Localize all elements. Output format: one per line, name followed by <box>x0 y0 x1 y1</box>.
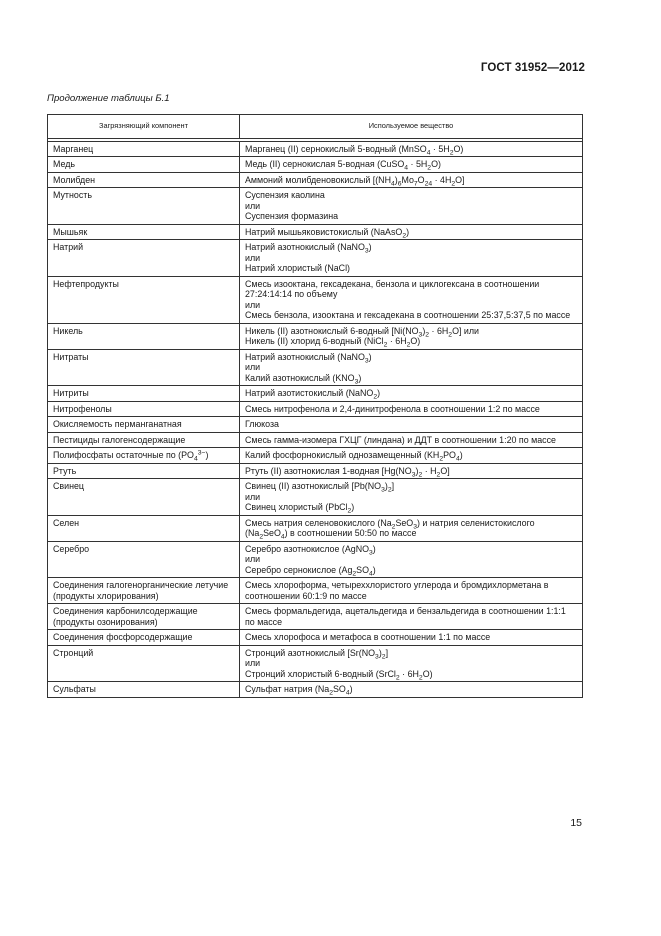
table-row <box>48 172 583 188</box>
component-cell: Нитриты <box>48 386 240 402</box>
component-cell: Свинец <box>48 479 240 516</box>
substance-cell: Глюкоза <box>240 417 583 433</box>
substance-cell: Натрий азотнокислый (NaNO$_3$) или Калий азотнокислый $(KNO_3)$ <box>240 349 583 386</box>
substance-cell: Медь (II) сернокислая 5-водная (CuSO$_4$ · $5H_2O$) <box>240 157 583 173</box>
substance-cell: Натрий мышьяковистокислый (NaAsO$_2$) <box>240 224 583 240</box>
table-row <box>48 276 583 323</box>
component-cell: Никель <box>48 323 240 349</box>
table-row <box>48 604 583 630</box>
component-cell: Пестициды галогенсодержащие <box>48 432 240 448</box>
substance-cell: Сульфат натрия $(Na_2SO_4)$ <box>240 682 583 698</box>
component-cell: Окисляемость перманганатная <box>48 417 240 433</box>
component-cell: Нитраты <box>48 349 240 386</box>
table-row <box>48 479 583 516</box>
component-cell: Мышьяк <box>48 224 240 240</box>
substance-cell: Смесь изооктана, гексадекана, бензола и циклогексана в соотношении 27:24:14:14 по объему или Смесь бензола, изооктана и гексадекана в соотношении 25:37,5:37,5 по массе <box>240 276 583 323</box>
component-cell: Ртуть <box>48 463 240 479</box>
table-row <box>48 188 583 225</box>
table-row <box>48 645 583 682</box>
substance-cell: Смесь хлороформа, четыреххлористого углерода и бромдихлорметана в соотношении 60:1:9 по массе <box>240 578 583 604</box>
component-cell: Серебро <box>48 541 240 578</box>
component-cell: Марганец <box>48 141 240 157</box>
substance-cell: Смесь формальдегида, ацетальдегида и бензальдегида в соотношении 1:1:1 по массе <box>240 604 583 630</box>
table-continuation-caption: Продолжение таблицы Б.1 <box>47 93 170 104</box>
substance-cell: Натрий азотистокислый (NaNO$_2$) <box>240 386 583 402</box>
substance-cell: Марганец (II) сернокислый 5-водный (MnSO$_4$ · $5H_2O$) <box>240 141 583 157</box>
component-cell: Нефтепродукты <box>48 276 240 323</box>
table-row <box>48 515 583 541</box>
substance-cell: Серебро азотнокислое (AgNO$_3$) или Серебро сернокислое $(Ag_2SO_4)$ <box>240 541 583 578</box>
component-cell: Нитрофенолы <box>48 401 240 417</box>
table-row <box>48 224 583 240</box>
component-cell: Сульфаты <box>48 682 240 698</box>
contaminants-table <box>47 114 583 698</box>
substance-cell: Смесь натрия селеновокислого $(Na_2SeO_3)$ и натрия селенистокислого $(Na_2SeO_4)$ в соотношении 50:50 по массе <box>240 515 583 541</box>
substance-cell: Калий фосфорнокислый однозамещенный $(KH_2PO_4)$ <box>240 448 583 464</box>
table-row <box>48 386 583 402</box>
component-cell: Соединения фосфорсодержащие <box>48 630 240 646</box>
table-row <box>48 463 583 479</box>
page-number: 15 <box>570 817 582 829</box>
substance-cell: Никель (II) азотнокислый 6-водный $[Ni(NO_3)_2 \cdot 6H_2O]$ или Никель (II) хлорид 6-водный (NiCl$_2$ · $6H_2O$) <box>240 323 583 349</box>
substance-cell: Свинец (II) азотнокислый $[Pb(NO_3)_2]$ или Свинец хлористый (PbCl$_2$) <box>240 479 583 516</box>
substance-cell: Ртуть (II) азотнокислая 1-водная $[Hg(NO_3)_2 \cdot H_2O]$ <box>240 463 583 479</box>
component-cell: Мутность <box>48 188 240 225</box>
table-row <box>48 349 583 386</box>
component-cell: Медь <box>48 157 240 173</box>
component-cell: Селен <box>48 515 240 541</box>
table-row <box>48 578 583 604</box>
substance-cell: Суспензия каолина или Суспензия формазина <box>240 188 583 225</box>
table-row <box>48 240 583 277</box>
column-header-component: Загрязняющий компонент <box>48 115 240 139</box>
table-header-row <box>48 115 583 139</box>
component-cell: Полифосфаты остаточные по $(PO_4^{3-})$ <box>48 448 240 464</box>
component-cell: Натрий <box>48 240 240 277</box>
table-row <box>48 401 583 417</box>
table-row <box>48 630 583 646</box>
table-row <box>48 541 583 578</box>
column-header-substance: Используемое вещество <box>240 115 583 139</box>
component-cell: Соединения карбонилсодержащие (продукты озонирования) <box>48 604 240 630</box>
substance-cell: Смесь гамма-изомера ГХЦГ (линдана) и ДДТ в соотношении 1:20 по массе <box>240 432 583 448</box>
component-cell: Стронций <box>48 645 240 682</box>
substance-cell: Аммоний молибденовокислый $[(NH_4)_6Mo_7O_{24} \cdot 4H_2O]$ <box>240 172 583 188</box>
table-row <box>48 432 583 448</box>
component-cell: Соединения галогенорганические летучие (продукты хлорирования) <box>48 578 240 604</box>
substance-cell: Смесь хлорофоса и метафоса в соотношении 1:1 по массе <box>240 630 583 646</box>
substance-cell: Натрий азотнокислый (NaNO$_3$) или Натрий хлористый (NaCl) <box>240 240 583 277</box>
table-row <box>48 417 583 433</box>
substance-cell: Смесь нитрофенола и 2,4-динитрофенола в соотношении 1:2 по массе <box>240 401 583 417</box>
table-row <box>48 682 583 698</box>
component-cell: Молибден <box>48 172 240 188</box>
document-standard-number: ГОСТ 31952—2012 <box>480 62 585 74</box>
table-row <box>48 157 583 173</box>
table-row <box>48 448 583 464</box>
table-row <box>48 323 583 349</box>
substance-cell: Стронций азотнокислый $[Sr(NO_3)_2]$ или Стронций хлористый 6-водный (SrCl$_2$ · $6H_2O$) <box>240 645 583 682</box>
table-row <box>48 141 583 157</box>
